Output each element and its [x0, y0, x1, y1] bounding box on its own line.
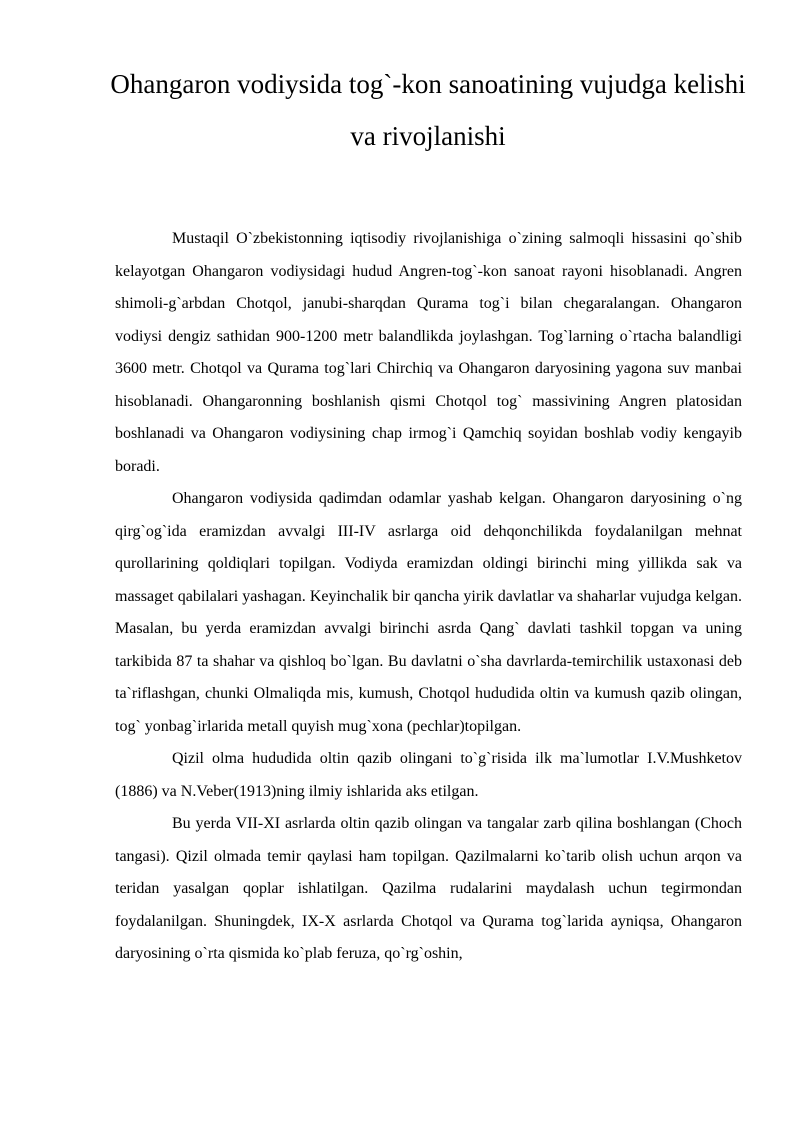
document-title: Ohangaron vodiysida tog`-kon sanoatining vujudga kelishi va rivojlanishi: [110, 69, 746, 151]
paragraph: Ohangaron vodiysida qadimdan odamlar yashab kelgan. Ohangaron daryosining o`ng qirg`og`ida eramizdan avvalgi III-IV asrlarga oid dehqonchilikda foydalanilgan mehnat qurollarining qoldiqlari topilgan. Vodiyda eramizdan oldingi birinchi ming yillikda sak va massaget qabilalari yashagan. Keyinchalik bir qancha yirik davlatlar va shaharlar vujudga kelgan. Masalan, bu yerda eramizdan avvalgi birinchi asrda Qang` davlati tashkil topgan va uning tarkibida 87 ta shahar va qishloq bo`lgan. Bu davlatni o`sha davrlarda-temirchilik ustaxonasi deb ta`riflashgan, chunki Olmaliqda mis, kumush, Chotqol hududida oltin va kumush qazib olingan, tog` yonbag`irlarida metall quyish mug`xona (pechlar)topilgan.: [115, 490, 742, 735]
paragraph: Mustaqil O`zbekistonning iqtisodiy rivojlanishiga o`zining salmoqli hissasini qo`shib kelayotgan Ohangaron vodiysidagi hudud Angren-tog`-kon sanoat rayoni hisoblanadi. Angren shimoli-g`arbdan Chotqol, janubi-sharqdan Qurama tog`i bilan chegaralangan. Ohangaron vodiysi dengiz sathidan 900-1200 metr balandlikda joylashgan. Tog`larning o`rtacha balandligi 3600 metr. Chotqol va Qurama tog`lari Chirchiq va Ohangaron daryosining yagona suv manbai hisoblanadi. Ohangaronning boshlanish qismi Chotqol tog` massivining Angren platosidan boshlanadi va Ohangaron vodiysining chap irmog`i Qamchiq soyidan boshlab vodiy kengayib boradi.: [115, 230, 742, 475]
paragraph: Bu yerda VII-XI asrlarda oltin qazib olingan va tangalar zarb qilina boshlangan (Choch tangasi). Qizil olmada temir qaylasi ham topilgan. Qazilmalarni ko`tarib olish uchun arqon va teridan yasalgan qoplar ishlatilgan. Qazilma rudalarini maydalash uchun tegirmondan foydalanilgan. Shuningdek, IX-X asrlarda Chotqol va Qurama tog`larida ayniqsa, Ohangaron daryosining o`rta qismida ko`plab feruza, qo`rg`oshin,: [115, 815, 742, 962]
document-body: [115, 223, 742, 971]
paragraph: Qizil olma hududida oltin qazib olingani to`g`risida ilk ma`lumotlar I.V.Mushketov (1886) va N.Veber(1913)ning ilmiy ishlarida aks etilgan.: [115, 750, 742, 800]
